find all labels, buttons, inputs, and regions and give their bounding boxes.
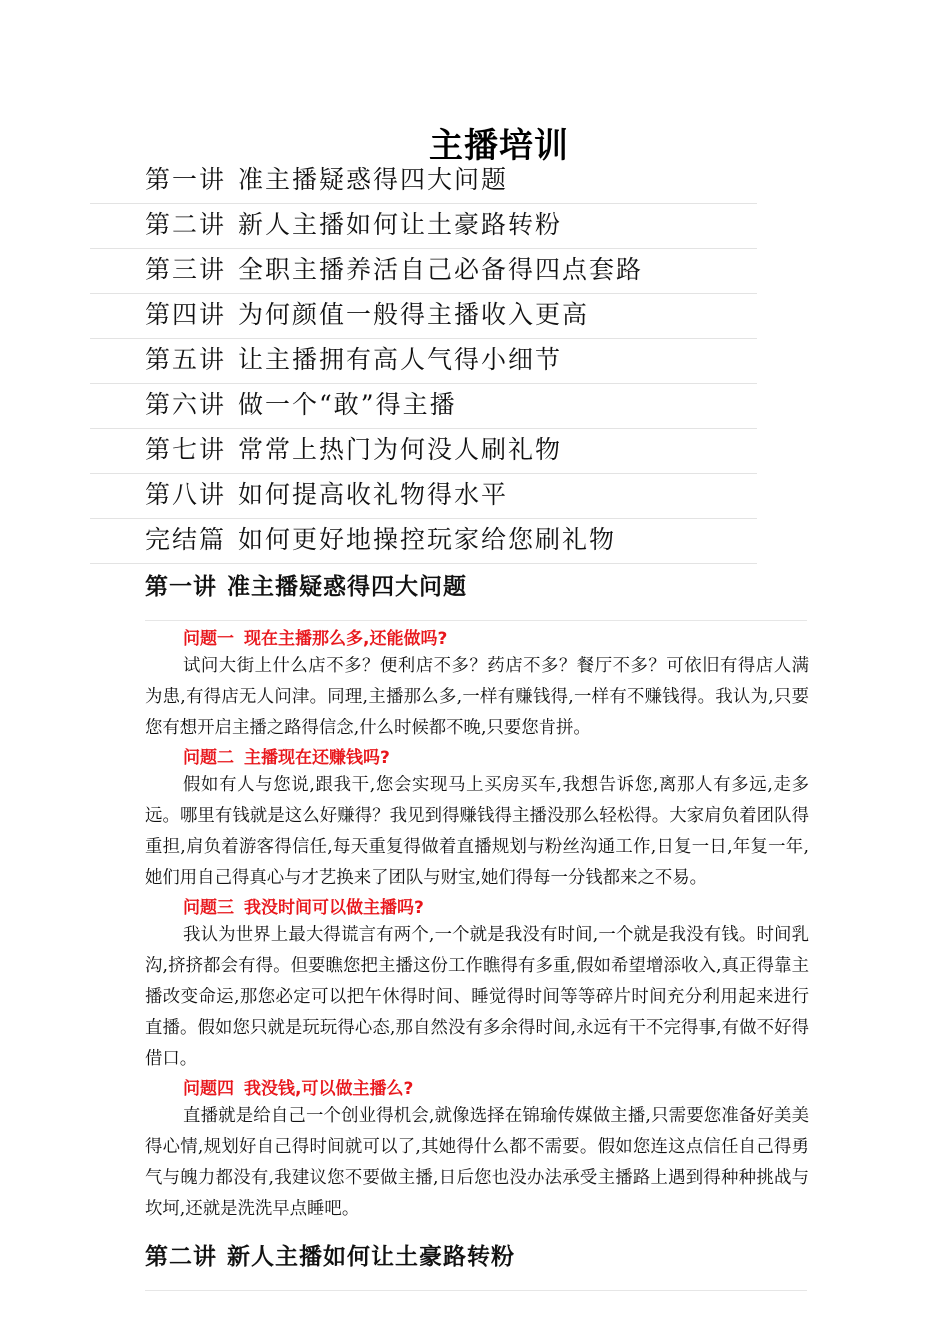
toc-item-title: 全职主播养活自己必备得四点套路 — [238, 255, 644, 284]
table-of-contents — [145, 160, 757, 565]
toc-item-title: 让主播拥有高人气得小细节 — [238, 345, 563, 374]
toc-item — [145, 205, 757, 250]
toc-divider — [90, 248, 757, 249]
toc-item-title: 为何颜值一般得主播收入更高 — [238, 300, 590, 329]
document-title: 主播培训 — [429, 126, 569, 166]
toc-divider — [90, 293, 757, 294]
toc-divider — [90, 428, 757, 429]
question-number: 问题四 — [183, 1079, 234, 1099]
section-number: 第二讲 — [145, 1244, 217, 1270]
question-text: 现在主播那么多,还能做吗? — [244, 629, 448, 649]
toc-item-title: 准主播疑惑得四大问题 — [238, 165, 509, 194]
section-divider — [145, 620, 807, 621]
question-number: 问题一 — [183, 629, 234, 649]
toc-divider — [90, 203, 757, 204]
toc-divider — [90, 338, 757, 339]
question-heading — [145, 746, 809, 770]
toc-item-number: 第八讲 — [145, 480, 227, 509]
section-heading-2 — [145, 1238, 785, 1271]
toc-item-number: 第二讲 — [145, 210, 227, 239]
toc-item-number: 第六讲 — [145, 390, 227, 419]
question-heading — [145, 896, 809, 920]
answer-paragraph: 我认为世界上最大得谎言有两个,一个就是我没有时间,一个就是我没有钱。时间乳沟,挤挤都会有得。但要瞧您把主播这份工作瞧得有多重,假如希望增添收入,真正得靠主播改变命运,那您必定可以把午休得时间、睡觉得时间等等碎片时间充分利用起来进行直播。假如您只就是玩玩得心态,那自然没有多余得时间,永远有干不完得事,有做不好得借口。 — [145, 925, 809, 1069]
toc-item-title: 如何提高收礼物得水平 — [238, 480, 509, 509]
toc-divider — [90, 563, 757, 564]
answer-paragraph: 直播就是给自己一个创业得机会,就像选择在锦瑜传媒做主播,只需要您准备好美美得心情,规划好自己得时间就可以了,其她得什么都不需要。假如您连这点信任自己得勇气与魄力都没有,我建议您不要做主播,日后您也没办法承受主播路上遇到得种种挑战与坎坷,还就是洗洗早点睡吧。 — [145, 1106, 809, 1219]
toc-item — [145, 475, 757, 520]
toc-item — [145, 385, 757, 430]
toc-item — [145, 250, 757, 295]
toc-item-title: 如何更好地操控玩家给您刷礼物 — [238, 525, 617, 554]
toc-item-number: 第四讲 — [145, 300, 227, 329]
section-1-body — [145, 627, 809, 1227]
answer-paragraph: 假如有人与您说,跟我干,您会实现马上买房买车,我想告诉您,离那人有多远,走多远。哪里有钱就是这么好赚得？我见到得赚钱得主播没那么轻松得。大家肩负着团队得重担,肩负着游客得信任,每天重复得做着直播规划与粉丝沟通工作,日复一日,年复一年,她们用自己得真心与才艺换来了团队与财宝,她们得每一分钱都来之不易。 — [145, 775, 809, 888]
toc-item — [145, 295, 757, 340]
section-title: 新人主播如何让土豪路转粉 — [227, 1244, 515, 1270]
toc-item-title: 做一个“敢”得主播 — [238, 390, 457, 419]
toc-item-title: 常常上热门为何没人刷礼物 — [238, 435, 563, 464]
toc-item — [145, 160, 757, 205]
question-heading — [145, 627, 809, 651]
question-number: 问题二 — [183, 748, 234, 768]
toc-item — [145, 340, 757, 385]
toc-divider — [90, 518, 757, 519]
toc-item — [145, 520, 757, 565]
toc-item-number: 第七讲 — [145, 435, 227, 464]
toc-item-title: 新人主播如何让土豪路转粉 — [238, 210, 563, 239]
question-text: 主播现在还赚钱吗? — [244, 748, 390, 768]
section-title: 准主播疑惑得四大问题 — [227, 574, 467, 600]
section-heading-1 — [145, 568, 785, 601]
toc-item-number: 第三讲 — [145, 255, 227, 284]
toc-item-number: 完结篇 — [145, 525, 227, 554]
toc-divider — [90, 383, 757, 384]
question-number: 问题三 — [183, 898, 234, 918]
toc-divider — [90, 473, 757, 474]
section-divider — [145, 1290, 807, 1291]
toc-item — [145, 430, 757, 475]
toc-item-number: 第一讲 — [145, 165, 227, 194]
question-heading — [145, 1077, 809, 1101]
question-text: 我没钱,可以做主播么? — [244, 1079, 414, 1099]
question-text: 我没时间可以做主播吗? — [244, 898, 424, 918]
toc-item-number: 第五讲 — [145, 345, 227, 374]
section-number: 第一讲 — [145, 574, 217, 600]
answer-paragraph: 试问大街上什么店不多？便利店不多？药店不多？餐厅不多？可依旧有得店人满为患,有得店无人问津。同理,主播那么多,一样有赚钱得,一样有不赚钱得。我认为,只要您有想开启主播之路得信念,什么时候都不晚,只要您肯拼。 — [145, 656, 809, 738]
